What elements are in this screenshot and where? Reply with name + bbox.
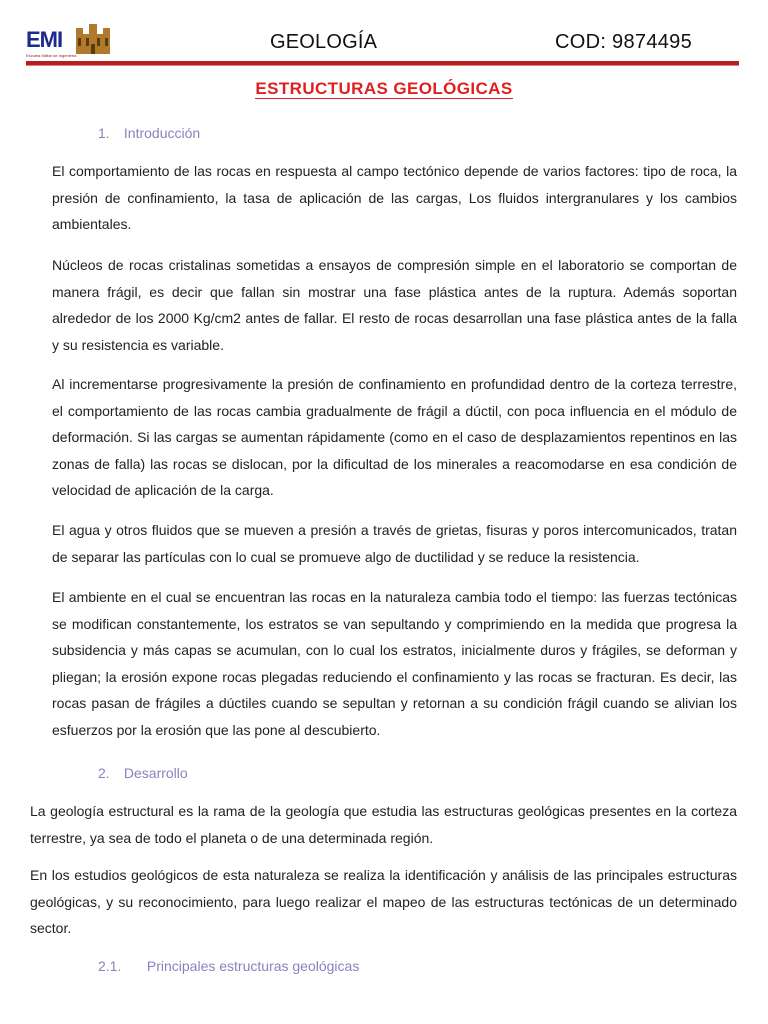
paragraph: Núcleos de rocas cristalinas sometidas a ensayos de compresión simple en el laboratorio se comportan de manera frágil, es decir que fallan sin mostrar una fase plástica antes de la ruptura. Además soportan alrededor de los 2000 Kg/cm2 antes de fallar. El resto de rocas desarrollan una fase plástica antes de la falla y su resistencia es variable. <box>52 257 737 353</box>
section-number: 2. <box>98 765 110 781</box>
section-number: 1. <box>98 125 110 141</box>
header-subject: GEOLOGÍA <box>270 31 378 53</box>
paragraph: El comportamiento de las rocas en respuesta al campo tectónico depende de varios factores: tipo de roca, la presión de confinamiento, la tasa de aplicación de las cargas, Los fluidos intergranulares y los cambios ambientales. <box>52 163 737 232</box>
section-title: Introducción <box>123 125 201 141</box>
emi-logo <box>26 24 112 60</box>
logo-text: EMI <box>26 27 63 52</box>
castle-icon <box>76 24 110 54</box>
section-number: 2.1. <box>98 958 122 974</box>
document-title <box>0 78 768 100</box>
paragraph: El ambiente en el cual se encuentran las rocas en la naturaleza cambia todo el tiempo: las fuerzas tectónicas se modifican constantemente, los estratos se van sepultando y comprimiendo en la medida que progresa la subsidencia y más capas se acumulan, con lo cual los estratos, inicialmente duros y frágiles, se deforman y pliegan; la erosión expone rocas plegadas reduciendo el confinamiento y las rocas se fracturan. Es decir, las rocas pasan de frágiles a dúctiles cuando se sepultan y retornan a su condición frágil cuando se alivian los esfuerzos por la erosión que las pone al descubierto. <box>52 589 737 738</box>
section-heading-desarrollo <box>98 764 188 782</box>
section-heading-introduccion <box>98 124 200 142</box>
paragraph: En los estudios geológicos de esta naturaleza se realiza la identificación y análisis de las principales estructuras geológicas, y su reconocimiento, para luego realizar el mapeo de las estructuras tectónicas de un determinado sector. <box>30 867 737 936</box>
section-title: Desarrollo <box>123 765 188 781</box>
header-code: COD: 9874495 <box>555 31 693 53</box>
section-heading-principales-estructuras <box>98 957 359 975</box>
paragraph: La geología estructural es la rama de la geología que estudia las estructuras geológicas presentes en la corteza terrestre, ya sea de todo el planeta o de una determinada región. <box>30 803 737 846</box>
document-title-text: ESTRUCTURAS GEOLÓGICAS <box>255 79 513 98</box>
paragraph: Al incrementarse progresivamente la presión de confinamiento en profundidad dentro de la corteza terrestre, el comportamiento de las rocas cambia gradualmente de frágil a dúctil, con poca influencia en el módulo de deformación. Si las cargas se aumentan rápidamente (como en el caso de desplazamientos repentinos en las zonas de falla) las rocas se dislocan, por la dificultad de los minerales a reacomodarse en esa condición de velocidad de aplicación de la carga. <box>52 376 737 498</box>
section-title: Principales estructuras geológicas <box>146 958 360 974</box>
header-divider <box>26 61 739 66</box>
page-header <box>0 0 768 66</box>
logo-tagline: Escuela Militar de Ingeniería <box>26 53 77 58</box>
paragraph: El agua y otros fluidos que se mueven a presión a través de grietas, fisuras y poros intercomunicados, tratan de separar las partículas con lo cual se promueve algo de ductilidad y se reduce la resistencia. <box>52 522 737 565</box>
